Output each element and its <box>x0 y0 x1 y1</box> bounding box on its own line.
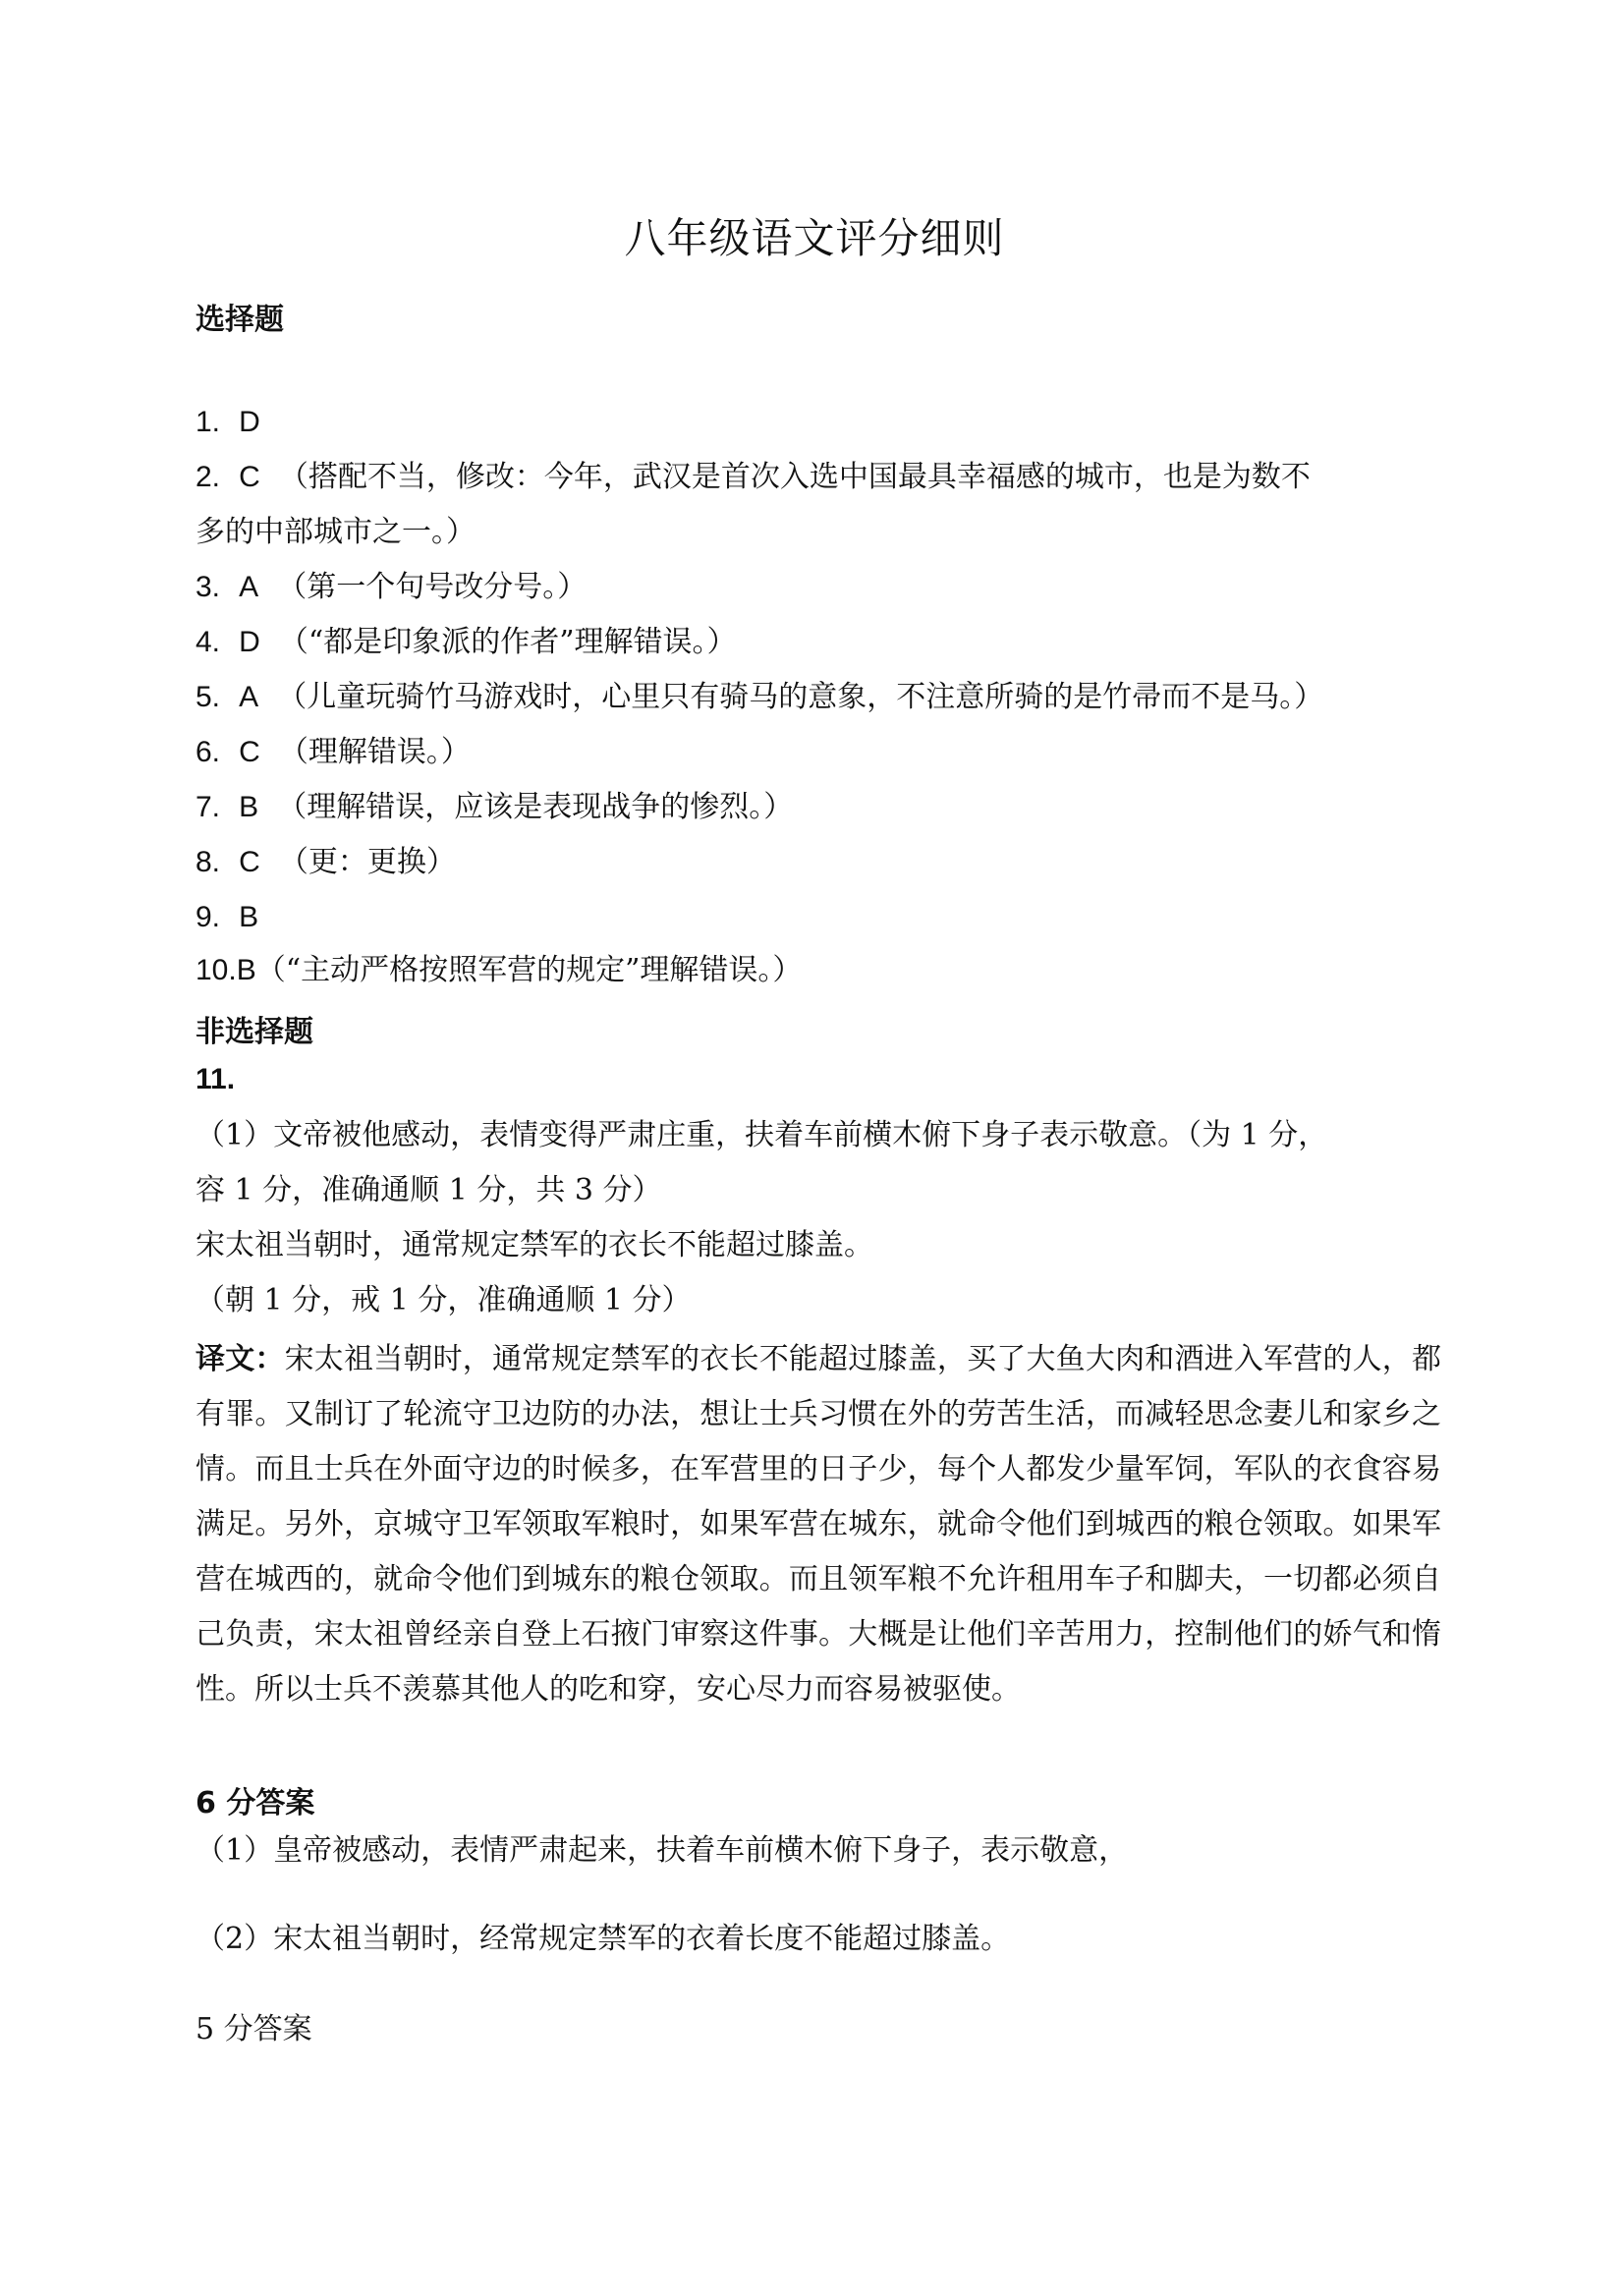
translation-text: 宋太祖当朝时，通常规定禁军的衣长不能超过膝盖，买了大鱼大肉和酒进入军营的人，都有罪。又制订了轮流守卫边防的办法，想让士兵习惯在外的劳苦生活，而减轻思念妻儿和家乡之情。而且士兵在外面守边的时候多，在军营里的日子少，每个人都发少量军饲，军队的衣食容易满足。另外，京城守卫军领取军粮时，如果军营在城东，就命令他们到城西的粮仓领取。如果军营在城西的，就命令他们到城东的粮仓领取。而且领军粮不允许租用车子和脚夫，一切都必须自己负责，宋太祖曾经亲自登上石掖门审察这件事。大概是让他们辛苦用力，控制他们的娇气和惰性。所以士兵不羡慕其他人的吃和穿，安心尽力而容易被驱使。 <box>196 1342 1442 1707</box>
answer-row <box>196 570 587 605</box>
answer-number: 9. <box>196 901 221 933</box>
q11-scoring-line: （朝 1 分，戒 1 分，准确通顺 1 分） <box>196 1283 692 1317</box>
six-point-answer-line-1: （1）皇帝被感动，表情严肃起来，扶着车前横木俯下身子，表示敬意， <box>196 1833 1129 1868</box>
answer-letter: D <box>239 626 260 658</box>
answer-row <box>196 625 737 660</box>
answer-number: 4. <box>196 626 221 658</box>
answer-note: 多的中部城市之一。） <box>196 515 476 549</box>
six-point-answer-line-2: （2）宋太祖当朝时，经常规定禁军的衣着长度不能超过膝盖。 <box>196 1922 1011 1956</box>
answer-note: （搭配不当，修改：今年，武汉是首次入选中国最具幸福感的城市，也是为数不 <box>278 460 1311 494</box>
answer-note: （理解错误。） <box>278 735 471 769</box>
nonchoice-section-header: 非选择题 <box>196 1015 313 1049</box>
answer-letter: A <box>239 571 259 603</box>
q11-answer-line-1: （1）文帝被他感动，表情变得严肃庄重，扶着车前横木俯下身子表示敬意。（为 1 分， <box>196 1118 1328 1152</box>
answer-note: （儿童玩骑竹马游戏时，心里只有骑马的意象，不注意所骑的是竹帚而不是马。） <box>277 680 1324 714</box>
answer-note: （第一个句号改分号。） <box>277 570 588 604</box>
answer-row <box>196 790 793 825</box>
answer-row <box>196 900 277 935</box>
answer-letter: B <box>239 901 259 933</box>
choice-section-header: 选择题 <box>196 303 284 337</box>
answer-number: 2. <box>196 461 221 493</box>
answer-note: （“主动严格按照军营的规定”理解错误。） <box>255 953 803 987</box>
answer-row <box>196 460 1311 495</box>
answer-note: （“都是印象派的作者”理解错误。） <box>278 625 737 659</box>
answer-number: 7. <box>196 791 221 823</box>
translation-label: 译文： <box>196 1342 285 1376</box>
answer-note: （更：更换） <box>278 845 456 879</box>
answer-letter: B <box>239 791 259 823</box>
answer-letter: A <box>239 681 259 713</box>
answer-number: 3. <box>196 571 221 603</box>
answer-row <box>196 680 1323 715</box>
answer-letter: C <box>239 846 260 878</box>
answer-number: 1. <box>196 406 221 438</box>
answer-row <box>196 735 471 770</box>
page-title: 八年级语文评分细则 <box>624 214 1005 262</box>
answer-note: （理解错误，应该是表现战争的惨烈。） <box>277 790 794 824</box>
answer-letter: C <box>239 736 260 768</box>
answer-row <box>196 953 802 988</box>
answer-letter: C <box>239 461 260 493</box>
answer-letter: D <box>239 406 260 438</box>
six-point-answer-header: 6 分答案 <box>196 1786 315 1820</box>
q11-answer-line-3: 宋太祖当朝时，通常规定禁军的衣长不能超过膝盖。 <box>196 1228 873 1262</box>
q11-answer-line-2: 容 1 分，准确通顺 1 分，共 3 分） <box>196 1173 662 1207</box>
answer-number: 10. <box>196 954 237 986</box>
answer-row <box>196 845 456 880</box>
answer-row <box>196 515 476 550</box>
question-11-label: 11. <box>196 1063 236 1095</box>
answer-number: 6. <box>196 736 221 768</box>
answer-number: 5. <box>196 681 221 713</box>
answer-letter: B <box>236 954 256 986</box>
answer-number: 8. <box>196 846 221 878</box>
five-point-answer-header: 5 分答案 <box>196 2012 312 2046</box>
answer-row <box>196 405 279 440</box>
translation-paragraph <box>196 1332 1441 1717</box>
